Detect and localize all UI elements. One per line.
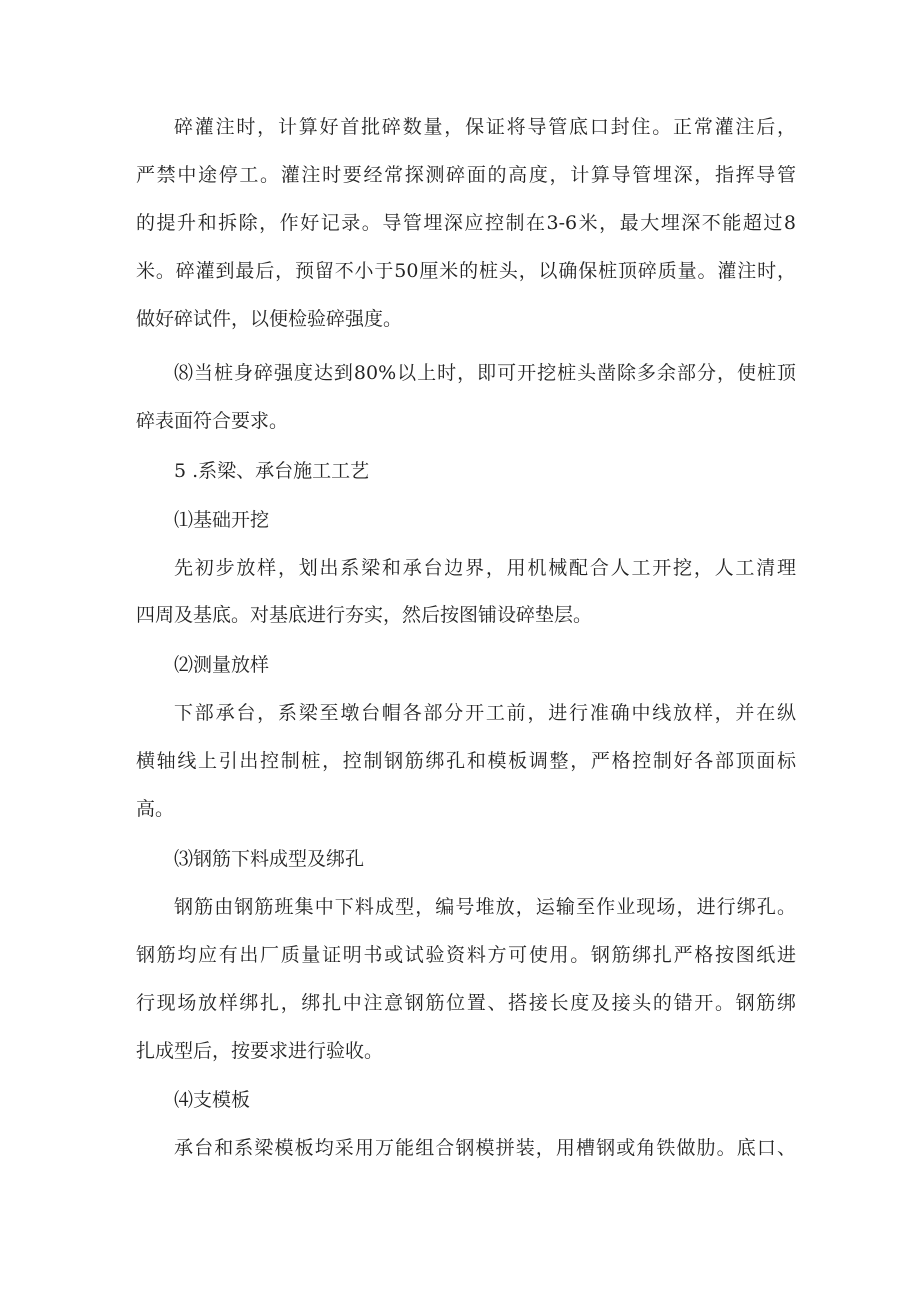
paragraph-1-line-1: 碎灌注时，计算好首批碎数量，保证将导管底口封住。正常灌注后，: [174, 116, 796, 138]
paragraph-1-line-2: 严禁中途停工。灌注时要经常探测碎面的高度，计算导管埋深，指挥导管: [136, 164, 796, 186]
paragraph-2-line-1: ⑻当桩身碎强度达到80%以上时，即可开挖桩头凿除多余部分，使桩顶: [174, 362, 796, 384]
paragraph-excavation-line-2: 四周及基底。对基底进行夯实，然后按图铺设碎垫层。: [136, 604, 593, 626]
paragraph-rebar-line-3: 行现场放样绑扎，绑扎中注意钢筋位置、搭接长度及接头的错开。钢筋绑: [136, 992, 796, 1014]
subheading-foundation-excavation: ⑴基础开挖: [174, 509, 270, 531]
subheading-survey-layout: ⑵测量放样: [174, 654, 270, 676]
paragraph-2-line-2: 碎表面符合要求。: [136, 410, 289, 432]
paragraph-1-line-3: 的提升和拆除，作好记录。导管埋深应控制在3-6米，最大埋深不能超过8: [136, 212, 796, 234]
section-heading: 5 .系梁、承台施工工艺: [174, 460, 370, 482]
paragraph-1-line-5: 做好碎试件，以便检验碎强度。: [136, 308, 403, 330]
paragraph-survey-line-1: 下部承台，系梁至墩台帽各部分开工前，进行准确中线放样，并在纵: [174, 702, 796, 724]
paragraph-1-line-4: 米。碎灌到最后，预留不小于50厘米的桩头，以确保桩顶碎质量。灌注时，: [136, 260, 796, 282]
paragraph-rebar-line-1: 钢筋由钢筋班集中下料成型，编号堆放，运输至作业现场，进行绑孔。: [174, 896, 796, 918]
paragraph-rebar-line-2: 钢筋均应有出厂质量证明书或试验资料方可使用。钢筋绑扎严格按图纸进: [136, 944, 796, 966]
paragraph-survey-line-2: 横轴线上引出控制桩，控制钢筋绑孔和模板调整，严格控制好各部顶面标: [136, 750, 796, 772]
subheading-rebar: ⑶钢筋下料成型及绑孔: [174, 848, 365, 870]
paragraph-formwork-line-1: 承台和系梁模板均采用万能组合钢模拼装，用槽钢或角铁做肋。底口、: [174, 1137, 796, 1159]
paragraph-rebar-line-4: 扎成型后，按要求进行验收。: [136, 1040, 384, 1062]
paragraph-excavation-line-1: 先初步放样，划出系梁和承台边界，用机械配合人工开挖，人工清理: [174, 557, 796, 579]
paragraph-survey-line-3: 高。: [136, 798, 175, 820]
subheading-formwork: ⑷支模板: [174, 1089, 251, 1111]
